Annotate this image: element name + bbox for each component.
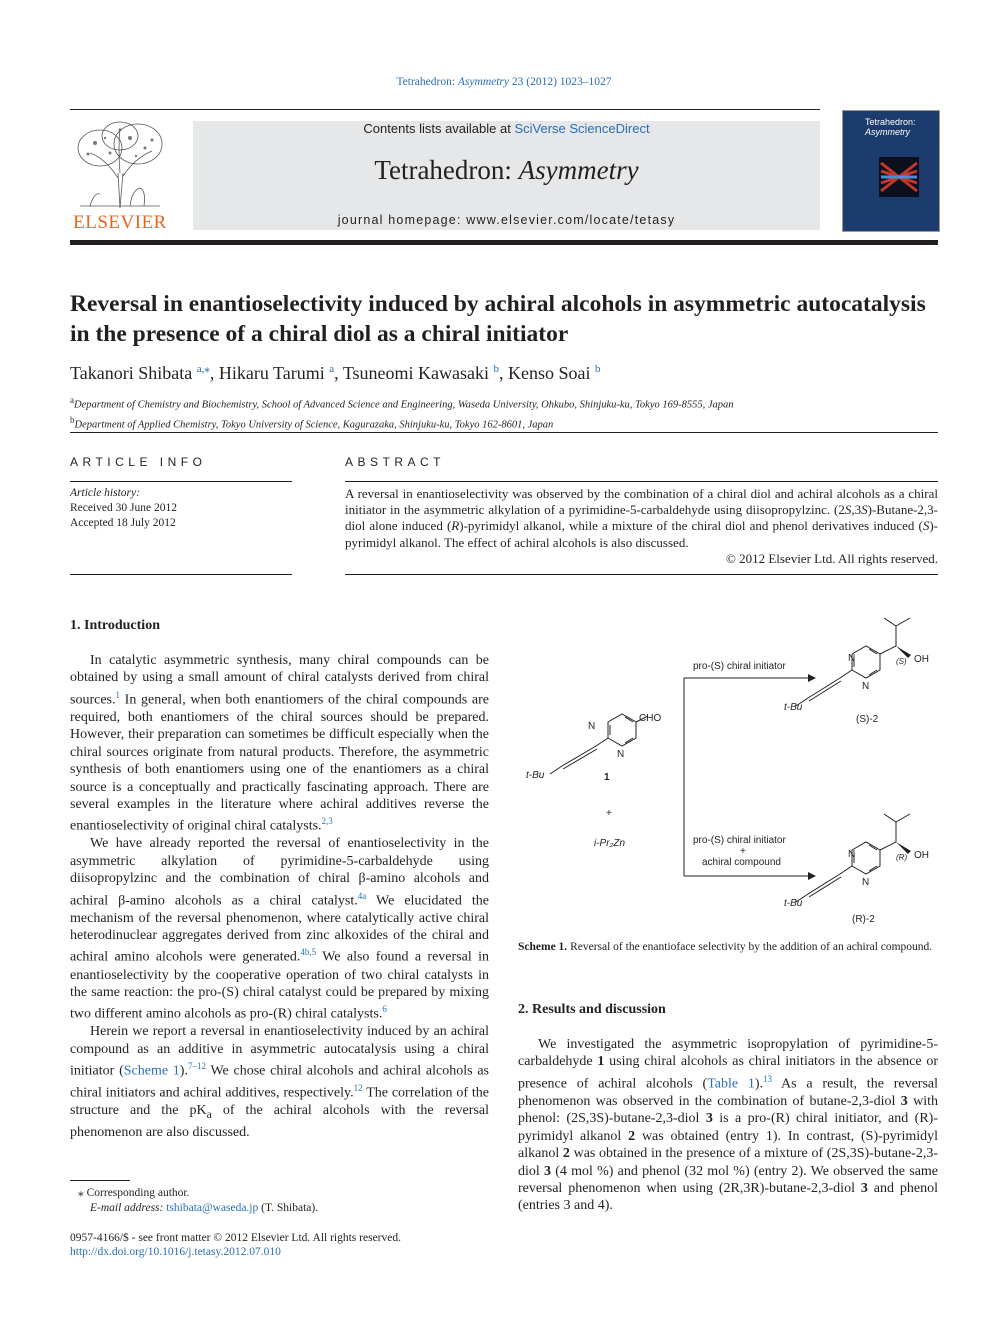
intro-heading: 1. Introduction bbox=[70, 618, 160, 633]
author-affiliation-mark[interactable]: a,⁎ bbox=[196, 363, 210, 375]
contents-prefix: Contents lists available at bbox=[363, 121, 515, 136]
n-label: N bbox=[848, 653, 856, 664]
stereo-top-label: (S) bbox=[896, 657, 907, 666]
abstract-seg: )-Butane-2,3-diol alone induced ( bbox=[345, 502, 938, 534]
compound-ref: 3 bbox=[544, 1163, 552, 1179]
email-label: E-mail address: bbox=[90, 1202, 167, 1214]
footnote-star: ⁎ bbox=[78, 1187, 84, 1199]
text-seg: We have already reported the reversal of enantioselectivity in the asymmetric alkylation of pyrimidine-5-carbaldehyde using diisopropylzinc and the combination of chiral β-amino alcohols and achiral β-amino alcohols as a chiral catalyst. bbox=[70, 836, 489, 909]
scheme-1-figure bbox=[518, 612, 938, 937]
abstract-rule-bottom bbox=[345, 574, 938, 575]
text-seg: Herein we report a reversal in enantioselectivity induced by an achiral compound as an additive in asymmetric autocatalysis using a chiral initiator ( bbox=[70, 1024, 489, 1079]
author-name[interactable]: Tsuneomi Kawasaki bbox=[342, 363, 490, 383]
abstract-text bbox=[345, 486, 938, 551]
text-seg: We investigated the asymmetric isopropylation of pyrimidine-5-carbaldehyde bbox=[518, 1037, 938, 1070]
bottom-arrowhead bbox=[808, 872, 816, 880]
citation-link[interactable]: 2,3 bbox=[321, 816, 333, 827]
text-seg: is a pro-(R) chiral initiator, and (R)-pyrimidyl alkanol bbox=[518, 1111, 938, 1144]
citation-link[interactable]: 4a bbox=[357, 890, 367, 901]
doi-link[interactable]: http://dx.doi.org/10.1016/j.tetasy.2012.07.010 bbox=[70, 1246, 281, 1258]
cover-title bbox=[865, 117, 916, 137]
text-seg: As a result, the reversal phenomenon was observed in the combination of butane-2,3-diol bbox=[518, 1076, 938, 1109]
footnote bbox=[70, 1186, 318, 1216]
path-bottom-label-1: pro-(S) chiral initiator bbox=[693, 835, 786, 846]
header-top-rule bbox=[70, 109, 820, 110]
affiliation-mark: b bbox=[70, 414, 75, 425]
text-seg: We also found a reversal in enantioselectivity by the cooperative operation of two chiral catalysts in the same reaction: the pro-(S) chiral catalyst could be prepared by mixing two different amino alcohols as pro-(R) chiral catalysts. bbox=[70, 950, 489, 1022]
abstract-seg: )-pyrimidyl alkanol, while a mixture of the chiral diol and phenol derivatives induced ( bbox=[459, 518, 923, 534]
n-label: N bbox=[617, 749, 625, 760]
email-after: (T. Shibata). bbox=[258, 1202, 319, 1214]
tbu-label: t-Bu bbox=[784, 702, 803, 713]
journal-cover-thumbnail[interactable] bbox=[842, 110, 940, 232]
corresponding-author-note bbox=[70, 1186, 318, 1201]
elsevier-wordmark: ELSEVIER bbox=[73, 212, 167, 233]
abstract-copyright: © 2012 Elsevier Ltd. All rights reserved. bbox=[725, 550, 938, 566]
citation-link[interactable]: 7–12 bbox=[187, 1061, 206, 1072]
abstract-seg: A reversal in enantioselectivity was observed by the combination of a chiral diol and achiral alcohols as a chiral initiator in the asymmetric alkylation of a pyrimidine-5-carbaldehyde using diisopropylzinc. (2 bbox=[345, 486, 938, 518]
tbu-label: t-Bu bbox=[526, 770, 545, 781]
reagent-label: i-Pr₂Zn bbox=[594, 838, 626, 849]
cover-title-line2: Asymmetry bbox=[865, 127, 910, 137]
footnote-rule bbox=[70, 1180, 130, 1181]
text-seg: In general, when both enantiomers of the chiral compounds are required, both enantiomers of the chiral sources should be prepared. However, their preparation can sometimes be difficult especially when the chiral sources originate from natural products. Therefore, the asymmetric synthesis of both enantiomers using one of the enantiomers as a chiral source is a conceptually and practically fascinating approach. There are several examples in the literature where achiral additives reverse the enantioselectivity of original chiral catalysts. bbox=[70, 692, 489, 834]
text-seg: with phenol: (2S,3S)-butane-2,3-diol bbox=[518, 1093, 938, 1127]
stereo-bottom-label: (R) bbox=[896, 853, 908, 862]
n-label: N bbox=[848, 849, 856, 860]
oh-label: OH bbox=[914, 654, 929, 665]
email-note bbox=[70, 1201, 318, 1216]
journal-ref-italic: Asymmetry bbox=[457, 76, 509, 88]
product-bottom-label: (R)-2 bbox=[852, 914, 875, 925]
abstract-body bbox=[345, 486, 938, 567]
abstract-rule-top bbox=[345, 481, 938, 482]
article-info-heading: ARTICLE INFO bbox=[70, 455, 207, 469]
author-name[interactable]: Hikaru Tarumi bbox=[218, 363, 325, 383]
text-seg: using chiral alcohols as chiral initiators in the absence or presence of achiral alcohols ( bbox=[518, 1054, 938, 1092]
journal-reference[interactable] bbox=[0, 76, 992, 88]
article-info-rule-top bbox=[70, 481, 292, 482]
sm-pyrimidine-ring bbox=[608, 714, 636, 746]
compound-ref: 1 bbox=[597, 1054, 605, 1070]
prod-top-alkyne bbox=[796, 670, 852, 706]
top-arrowhead bbox=[808, 674, 816, 682]
abstract-heading: ABSTRACT bbox=[345, 455, 446, 469]
n-label: N bbox=[588, 721, 596, 732]
received-date: Received 30 June 2012 bbox=[70, 502, 177, 514]
product-top-label: (S)-2 bbox=[856, 714, 879, 725]
affiliations bbox=[70, 393, 734, 432]
issn-line: 0957-4166/$ - see front matter © 2012 Elsevier Ltd. All rights reserved. bbox=[70, 1232, 401, 1244]
text-seg: (4 mol %) and phenol (32 mol %) (entry 2). We observed the same reversal phenomenon when using (2R,3R)-butane-2,3-diol bbox=[518, 1163, 939, 1196]
path-bottom-label-3: achiral compound bbox=[702, 857, 781, 868]
section-divider bbox=[70, 432, 938, 433]
intro-paragraph bbox=[70, 835, 489, 1023]
author-affiliation-mark[interactable]: a bbox=[329, 363, 335, 375]
journal-ref-name: Tetrahedron: bbox=[396, 76, 458, 88]
journal-name bbox=[193, 155, 820, 186]
cho-label: CHO bbox=[639, 713, 662, 724]
n-label: N bbox=[862, 877, 870, 888]
citation-link[interactable]: 13 bbox=[763, 1073, 773, 1084]
author-affiliation-mark[interactable]: b bbox=[595, 363, 601, 375]
header-thick-rule bbox=[70, 240, 938, 245]
journal-name-plain: Tetrahedron: bbox=[374, 155, 519, 185]
path-bottom-label-2: + bbox=[740, 846, 746, 857]
citation-link[interactable]: 4b,5 bbox=[300, 947, 317, 958]
affiliation-item bbox=[70, 393, 734, 413]
caption-text: Reversal of the enantioface selectivity by the addition of an achiral compound. bbox=[567, 941, 933, 953]
text-seg: and phenol (entries 3 and 4). bbox=[518, 1180, 938, 1214]
text-seg: ). bbox=[179, 1063, 188, 1079]
abstract-seg: ,3 bbox=[851, 502, 862, 518]
scheme-caption bbox=[518, 940, 938, 955]
text-seg: We elucidated the mechanism of the reversal phenomenon, where catalytically active chiral heterodinuclear aggregates derived from zinc alkoxides of the chiral and achiral amino alcohols were generated. bbox=[70, 893, 489, 966]
abstract-seg: S bbox=[922, 518, 930, 534]
abstract-seg: )-pyrimidyl alkanol. The effect of achiral alcohols is also discussed. bbox=[345, 518, 939, 550]
intro-body bbox=[70, 652, 489, 1141]
prod-top-ring bbox=[852, 646, 880, 678]
journal-homepage[interactable]: journal homepage: www.elsevier.com/locate/tetasy bbox=[337, 213, 676, 227]
page-footer bbox=[70, 1231, 401, 1259]
text-seg: The correlation of the structure and the pK bbox=[70, 1085, 489, 1119]
article-title: Reversal in enantioselectivity induced by achiral alcohols in asymmetric autocatalysis in the presence of a chiral diol as a chiral initiator bbox=[70, 291, 926, 347]
tree-icon bbox=[70, 118, 170, 212]
text-seg: In catalytic asymmetric synthesis, many chiral compounds can be obtained by using a small amount of chiral catalysts derived from chiral sources. bbox=[70, 653, 489, 708]
text-seg: ). bbox=[754, 1076, 764, 1092]
results-heading: 2. Results and discussion bbox=[518, 1002, 666, 1017]
compound-ref: 2 bbox=[628, 1128, 636, 1144]
author-name[interactable]: Kenso Soai bbox=[508, 363, 591, 383]
caption-label: Scheme 1. bbox=[518, 941, 568, 953]
tbu-label: t-Bu bbox=[784, 898, 803, 909]
affiliation-item bbox=[70, 413, 734, 433]
compound-ref: 3 bbox=[860, 1180, 868, 1196]
intro-paragraph bbox=[70, 1023, 489, 1141]
compound-ref: 3 bbox=[705, 1111, 713, 1127]
compound-1-label: 1 bbox=[604, 772, 610, 783]
abstract-seg: S bbox=[861, 502, 868, 518]
table-link[interactable]: Table 1 bbox=[707, 1076, 755, 1092]
affiliation-text: Department of Applied Chemistry, Tokyo University of Science, Kagurazaka, Shinjuku-ku, Tokyo 162-8601, Japan bbox=[74, 419, 554, 430]
email-link[interactable]: tshibata@waseda.jp bbox=[166, 1202, 259, 1214]
prod-bottom-ring bbox=[852, 842, 880, 874]
reagent-plus: + bbox=[606, 808, 612, 819]
oh-label: OH bbox=[914, 850, 929, 861]
text-seg: of the achiral alcohols with the reversal phenomenon are also discussed. bbox=[70, 1103, 489, 1140]
results-body bbox=[518, 1036, 938, 1215]
n-label: N bbox=[862, 681, 870, 692]
text-seg: a bbox=[206, 1108, 212, 1122]
cover-title-line1: Tetrahedron: bbox=[865, 117, 916, 127]
citation-link[interactable]: 12 bbox=[353, 1083, 363, 1094]
abstract-seg: R bbox=[451, 518, 460, 534]
sciencedirect-link[interactable]: SciVerse ScienceDirect bbox=[514, 121, 650, 136]
cover-graphic-icon bbox=[879, 157, 919, 197]
text-seg: We chose chiral alcohols and achiral alcohols as chiral initiators and achiral additives, respectively. bbox=[70, 1063, 489, 1101]
journal-name-italic: Asymmetry bbox=[518, 155, 639, 185]
journal-banner bbox=[193, 121, 820, 230]
compound-ref: 2 bbox=[562, 1146, 570, 1162]
author-affiliation-mark[interactable]: b bbox=[493, 363, 500, 375]
history-label: Article history: bbox=[70, 487, 140, 499]
affiliation-mark: a bbox=[70, 395, 74, 405]
author-name[interactable]: Takanori Shibata bbox=[70, 363, 193, 383]
citation-link[interactable]: 1 bbox=[115, 689, 120, 700]
journal-ref-volume: 23 (2012) 1023–1027 bbox=[509, 76, 612, 88]
scheme-link[interactable]: Scheme 1 bbox=[123, 1063, 180, 1079]
citation-link[interactable]: 6 bbox=[382, 1004, 387, 1015]
compound-ref: 3 bbox=[900, 1093, 908, 1109]
reaction-scheme bbox=[518, 612, 938, 937]
text-seg: was obtained (entry 1). In contrast, (S)-pyrimidyl alkanol bbox=[518, 1128, 938, 1162]
path-top-label: pro-(S) chiral initiator bbox=[693, 661, 786, 672]
affiliation-text: Department of Chemistry and Biochemistry, School of Advanced Science and Engineering, Waseda University, Ohkubo, Shinjuku-ku, Tokyo 169-8555, Japan bbox=[74, 399, 734, 411]
sm-alkyne bbox=[550, 738, 608, 774]
author-list: Takanori Shibata $^{a,⁎}$, Hikaru Tarumi $^a$, Tsuneomi Kawasaki $^b$, Kenso Soai $^b$ bbox=[70, 363, 601, 383]
accepted-date: Accepted 18 July 2012 bbox=[70, 517, 176, 529]
intro-paragraph bbox=[70, 652, 489, 835]
article-history bbox=[70, 486, 177, 531]
contents-available bbox=[193, 121, 820, 136]
footnote-text: Corresponding author. bbox=[83, 1187, 190, 1199]
article-info-rule-bottom bbox=[70, 574, 292, 575]
prod-bottom-alkyne bbox=[796, 866, 852, 902]
results-paragraph bbox=[518, 1036, 938, 1215]
text-seg: was obtained in the presence of a mixture of (2S,3S)-butane-2,3-diol bbox=[518, 1146, 938, 1179]
abstract-seg: S bbox=[844, 502, 852, 518]
